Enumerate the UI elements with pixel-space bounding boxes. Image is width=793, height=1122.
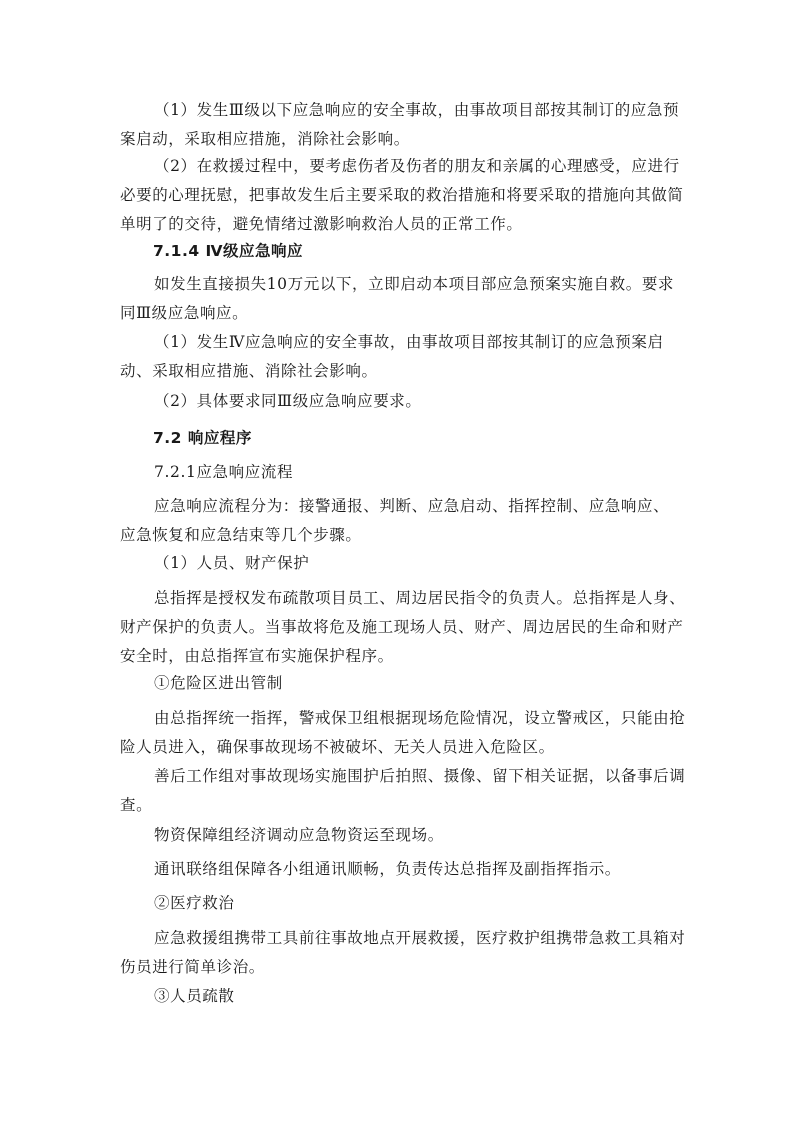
text-line: 伤员进行简单诊治。 <box>120 958 265 976</box>
text-line: （2）具体要求同Ⅲ级应急响应要求。 <box>154 392 422 410</box>
text-line: 险人员进入，确保事故现场不被破坏、无关人员进入危险区。 <box>120 738 555 756</box>
text-line: （1）发生Ⅲ级以下应急响应的安全事故，由事故项目部按其制订的应急预 <box>154 101 680 119</box>
text-line: 通讯联络组保障各小组通讯顺畅，负责传达总指挥及副指挥指示。 <box>154 860 621 878</box>
text-line: 应急救援组携带工具前往事故地点开展救援，医疗救护组携带急救工具箱对 <box>154 929 686 947</box>
text-line: （2）在救援过程中，要考虑伤者及伤者的朋友和亲属的心理感受，应进行 <box>154 157 680 175</box>
text-line: 必要的心理抚慰，把事故发生后主要采取的救治措施和将要采取的措施向其做简 <box>120 186 684 204</box>
paragraph-material-support <box>120 821 680 850</box>
paragraph-response-flow <box>120 492 680 550</box>
text-line: 由总指挥统一指挥，警戒保卫组根据现场危险情况，设立警戒区，只能由抢 <box>154 709 686 727</box>
paragraph-level4-item2 <box>120 387 680 416</box>
text-line: ③人员疏散 <box>154 987 235 1005</box>
text-line: 财产保护的负责人。当事故将危及施工现场人员、财产、周边居民的生命和财产 <box>120 618 684 636</box>
text-line: 安全时，由总指挥宣布实施保护程序。 <box>120 647 394 665</box>
text-line: 物资保障组经济调动应急物资运至现场。 <box>154 826 444 844</box>
text-line: 查。 <box>120 796 153 814</box>
text-line: ②医疗救治 <box>154 894 235 912</box>
text-line: 动、采取相应措施、消除社会影响。 <box>120 362 378 380</box>
text-line: 应急响应流程分为：接警通报、判断、应急启动、指挥控制、应急响应、 <box>154 497 670 515</box>
paragraph-commander <box>120 584 686 671</box>
text-line: 善后工作组对事故现场实施围护后拍照、摄像、留下相关证据，以备事后调 <box>154 767 686 785</box>
paragraph-aftermath <box>120 762 686 820</box>
paragraph-level4-item1 <box>120 328 680 386</box>
section-heading-7-2: 7.2 响应程序 <box>153 429 252 447</box>
subitem-danger-zone <box>120 669 680 698</box>
text-line: （1）发生Ⅳ应急响应的安全事故，由事故项目部按其制订的应急预案启 <box>154 333 664 351</box>
text-line: 总指挥是授权发布疏散项目员工、周边居民指令的负责人。总指挥是人身、 <box>154 589 686 607</box>
paragraph-medical <box>120 924 686 982</box>
paragraph-communication <box>120 855 680 884</box>
paragraph-danger-zone <box>120 704 686 762</box>
subitem-medical <box>120 889 680 918</box>
subitem-evacuation <box>120 982 680 1011</box>
list-item-personnel-property <box>120 549 680 578</box>
text-line: ①危险区进出管制 <box>154 674 283 692</box>
text-line: （1）人员、财产保护 <box>154 554 310 572</box>
text-line: 应急恢复和应急结束等几个步骤。 <box>120 526 362 544</box>
text-line: 单明了的交待，避免情绪过激影响救治人员的正常工作。 <box>120 215 523 233</box>
text-line: 同Ⅲ级应急响应。 <box>120 304 249 322</box>
section-heading-7-1-4: 7.1.4 Ⅳ级应急响应 <box>153 242 304 260</box>
text-line: 7.2.1应急响应流程 <box>154 463 294 481</box>
text-line: 如发生直接损失10万元以下，立即启动本项目部应急预案实施自救。要求 <box>154 275 675 293</box>
text-line: 案启动，采取相应措施，消除社会影响。 <box>120 130 410 148</box>
paragraph-level3-item2 <box>120 152 684 239</box>
paragraph-level4-intro <box>120 270 680 328</box>
subheading-7-2-1 <box>120 458 680 487</box>
paragraph-level3-item1 <box>120 96 680 154</box>
